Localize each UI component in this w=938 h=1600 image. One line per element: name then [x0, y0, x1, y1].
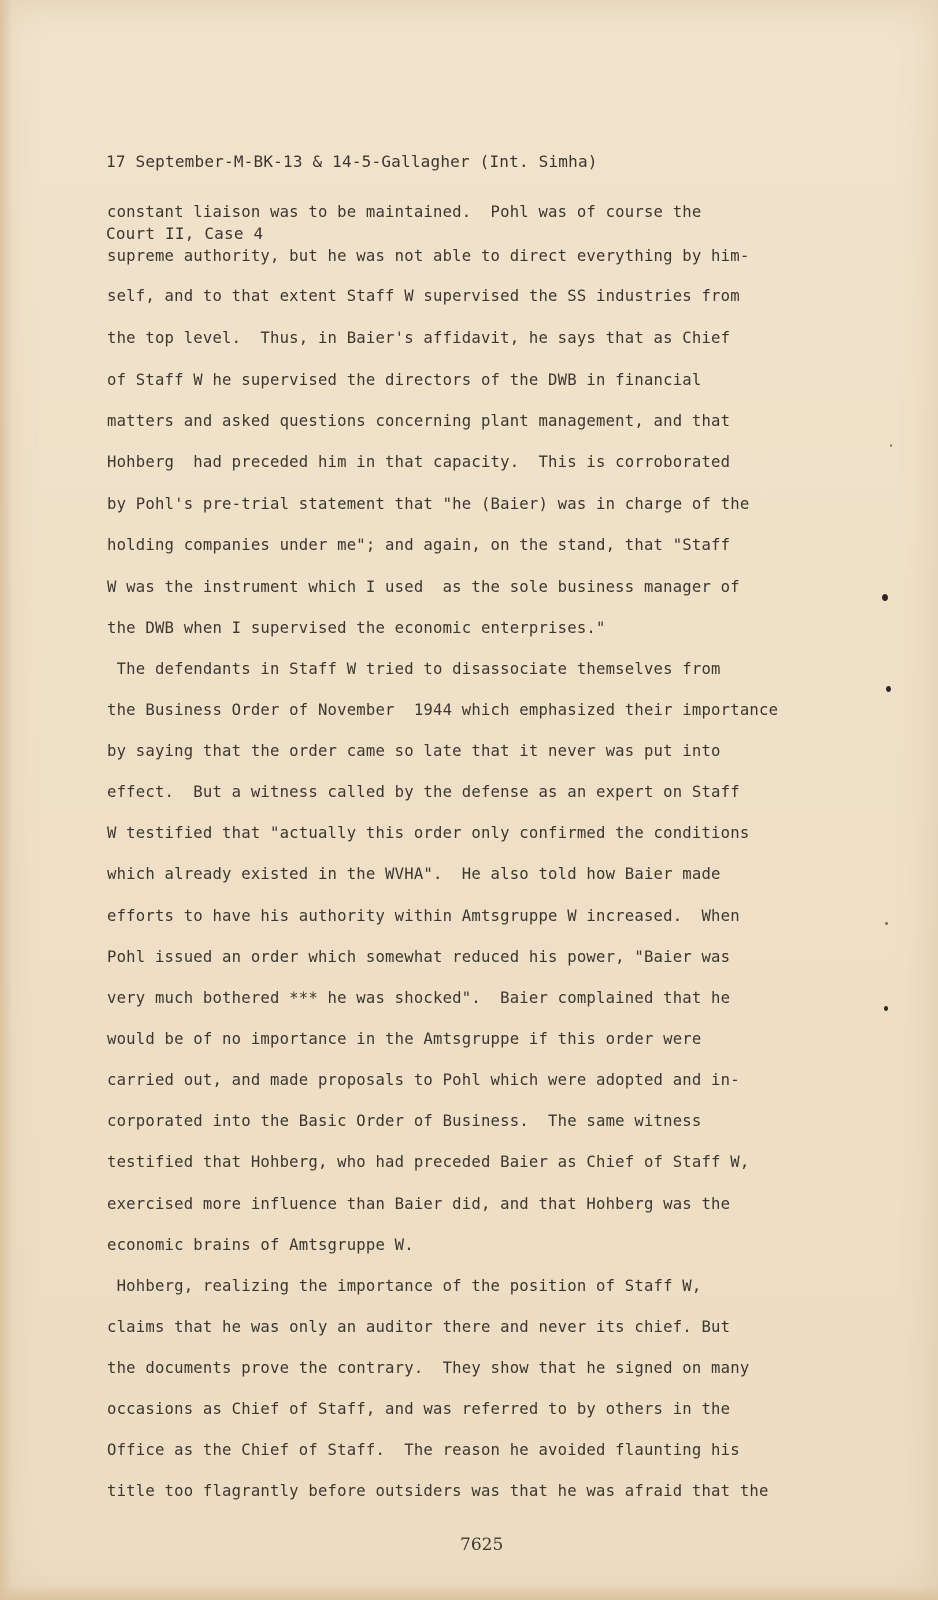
body-line: self, and to that extent Staff W supervised the SS industries from	[107, 287, 740, 305]
margin-speck	[890, 444, 892, 447]
body-line: the DWB when I supervised the economic enterprises."	[107, 619, 606, 637]
body-line: occasions as Chief of Staff, and was referred to by others in the	[107, 1400, 731, 1418]
margin-speck	[886, 686, 891, 692]
margin-speck	[882, 594, 888, 601]
body-line: of Staff W he supervised the directors of the DWB in financial	[107, 371, 702, 389]
body-line: very much bothered *** he was shocked". Baier complained that he	[107, 989, 731, 1007]
header-line-2: Court II, Case 4	[106, 224, 264, 243]
body-line: Pohl issued an order which somewhat reduced his power, "Baier was	[107, 948, 731, 966]
body-line: the documents prove the contrary. They show that he signed on many	[107, 1359, 750, 1377]
body-line: the Business Order of November 1944 which emphasized their importance	[107, 701, 779, 719]
body-line: by saying that the order came so late that it never was put into	[107, 742, 721, 760]
body-line: The defendants in Staff W tried to disassociate themselves from	[107, 660, 721, 678]
header-line-1: 17 September-M-BK-13 & 14-5-Gallagher (Int. Simha)	[106, 152, 598, 171]
body-line: would be of no importance in the Amtsgruppe if this order were	[107, 1030, 702, 1048]
body-line: title too flagrantly before outsiders was that he was afraid that the	[107, 1482, 769, 1500]
body-line: effect. But a witness called by the defense as an expert on Staff	[107, 783, 740, 801]
page-edge-shadow-bottom	[0, 1586, 938, 1600]
body-line: Hohberg, realizing the importance of the position of Staff W,	[107, 1277, 702, 1295]
body-line: the top level. Thus, in Baier's affidavit, he says that as Chief	[107, 329, 731, 347]
body-line: Office as the Chief of Staff. The reason he avoided flaunting his	[107, 1441, 740, 1459]
body-line: exercised more influence than Baier did, and that Hohberg was the	[107, 1195, 731, 1213]
page-edge-shadow-left	[0, 0, 12, 1600]
body-line: Hohberg had preceded him in that capacity. This is corroborated	[107, 453, 731, 471]
body-line: claims that he was only an auditor there and never its chief. But	[107, 1318, 731, 1336]
body-line: constant liaison was to be maintained. Pohl was of course the	[107, 203, 702, 221]
body-line: economic brains of Amtsgruppe W.	[107, 1236, 414, 1254]
body-line: by Pohl's pre-trial statement that "he (Baier) was in charge of the	[107, 495, 750, 513]
body-line: efforts to have his authority within Amtsgruppe W increased. When	[107, 907, 740, 925]
body-line: testified that Hohberg, who had preceded Baier as Chief of Staff W,	[107, 1153, 750, 1171]
body-line: W was the instrument which I used as the sole business manager of	[107, 578, 740, 596]
body-line: carried out, and made proposals to Pohl which were adopted and in-	[107, 1071, 740, 1089]
body-line: supreme authority, but he was not able to direct everything by him-	[107, 247, 750, 265]
body-line: corporated into the Basic Order of Business. The same witness	[107, 1112, 702, 1130]
body-line: W testified that "actually this order only confirmed the conditions	[107, 824, 750, 842]
margin-speck	[884, 1006, 888, 1011]
body-line: which already existed in the WVHA". He also told how Baier made	[107, 865, 721, 883]
margin-speck	[885, 922, 888, 925]
body-line: holding companies under me"; and again, on the stand, that "Staff	[107, 536, 731, 554]
page-number: 7625	[460, 1535, 504, 1555]
body-line: matters and asked questions concerning plant management, and that	[107, 412, 731, 430]
